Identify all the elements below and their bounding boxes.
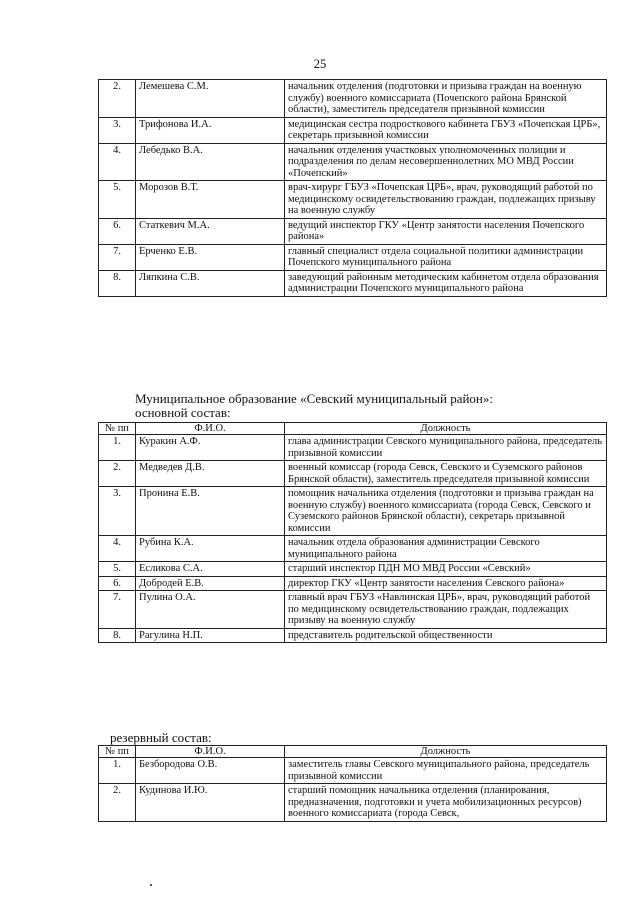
table-row (99, 576, 607, 591)
member-position: ведущий инспектор ГКУ «Центр занятости населения Почепского района» (285, 218, 607, 244)
member-name: Лебедько В.А. (136, 143, 285, 181)
table-row (99, 218, 607, 244)
page-number: 25 (313, 57, 327, 71)
member-position: военный комиссар (города Севск, Севского и Суземского районов Брянской области), заместитель председателя призывной комиссии (285, 461, 607, 487)
row-number: 3. (99, 487, 136, 536)
member-name: Безбородова О.В. (136, 758, 285, 784)
member-name: Ляпкина С.В. (136, 270, 285, 296)
row-number: 1. (99, 435, 136, 461)
row-number: 8. (99, 628, 136, 643)
member-position: глава администрации Севского муниципального района, председатель призывной комиссии (285, 435, 607, 461)
member-position: помощник начальника отделения (подготовки и призыва граждан на военную службу) военного комиссариата (города Севск, Севского и Суземского районов Брянской области), секретарь призывной комиссии (285, 487, 607, 536)
member-name: Лемешева С.М. (136, 80, 285, 118)
table-row (99, 181, 607, 219)
member-position: заместитель главы Севского муниципального района, председатель призывной комиссии (285, 758, 607, 784)
table-pochep-continued (98, 79, 607, 297)
member-position: представитель родительской общественности (285, 628, 607, 643)
table-row (99, 80, 607, 118)
row-number: 7. (99, 244, 136, 270)
header-position: Должность (285, 423, 607, 435)
row-number: 2. (99, 784, 136, 822)
section-heading-sevsk: Муниципальное образование «Севский муниципальный район»: (135, 391, 493, 406)
member-position: заведующий районным методическим кабинетом отдела образования администрации Почепского муниципального района (285, 270, 607, 296)
table-row (99, 562, 607, 577)
row-number: 4. (99, 143, 136, 181)
row-number: 6. (99, 576, 136, 591)
member-position: старший помощник начальника отделения (планирования, предназначения, подготовки и учета мобилизационных ресурсов) военного комиссариата (города Севск, (285, 784, 607, 822)
header-name: Ф.И.О. (136, 423, 285, 435)
member-name: Рагулина Н.П. (136, 628, 285, 643)
member-name: Есликова С.А. (136, 562, 285, 577)
member-position: главный специалист отдела социальной политики администрации Почепского муниципального района (285, 244, 607, 270)
header-num: № пп (99, 746, 136, 758)
member-name: Пулина О.А. (136, 591, 285, 629)
header-name: Ф.И.О. (136, 746, 285, 758)
member-name: Куракин А.Ф. (136, 435, 285, 461)
member-position: врач-хирург ГБУЗ «Почепская ЦРБ», врач, руководящий работой по медицинскому освидетельствованию граждан, подлежащих призыву на военную службу (285, 181, 607, 219)
member-position: старший инспектор ПДН МО МВД России «Севский» (285, 562, 607, 577)
header-num: № пп (99, 423, 136, 435)
table-row (99, 435, 607, 461)
member-position: медицинская сестра подросткового кабинета ГБУЗ «Почепская ЦРБ», секретарь призывной комиссии (285, 117, 607, 143)
row-number: 5. (99, 562, 136, 577)
member-position: директор ГКУ «Центр занятости населения Севского района» (285, 576, 607, 591)
row-number: 2. (99, 80, 136, 118)
table-row (99, 143, 607, 181)
scan-speck (150, 884, 152, 886)
row-number: 1. (99, 758, 136, 784)
row-number: 5. (99, 181, 136, 219)
member-name: Кудинова И.Ю. (136, 784, 285, 822)
member-name: Трифонова И.А. (136, 117, 285, 143)
row-number: 3. (99, 117, 136, 143)
row-number: 2. (99, 461, 136, 487)
member-name: Пронина Е.В. (136, 487, 285, 536)
row-number: 8. (99, 270, 136, 296)
member-position: начальник отделения (подготовки и призыва граждан на военную службу) военного комиссариата (Почепского района Брянской области), заместитель председателя призывной комиссии (285, 80, 607, 118)
table-header-row (99, 746, 607, 758)
table-row (99, 270, 607, 296)
member-position: главный врач ГБУЗ «Навлинская ЦРБ», врач, руководящий работой по медицинскому освидетельствованию граждан, подлежащих призыву на военную службу (285, 591, 607, 629)
table-row (99, 784, 607, 822)
member-position: начальник отдела образования администрации Севского муниципального района (285, 536, 607, 562)
table-row (99, 487, 607, 536)
table-row (99, 591, 607, 629)
section-subheading-reserve: резервный состав: (110, 730, 212, 745)
row-number: 7. (99, 591, 136, 629)
table-row (99, 461, 607, 487)
table-sevsk-main (98, 422, 607, 643)
row-number: 6. (99, 218, 136, 244)
row-number: 4. (99, 536, 136, 562)
table-row (99, 244, 607, 270)
table-row (99, 758, 607, 784)
member-name: Рубина К.А. (136, 536, 285, 562)
table-sevsk-reserve (98, 745, 607, 822)
member-name: Ерченко Е.В. (136, 244, 285, 270)
table-row (99, 117, 607, 143)
section-subheading-main: основной состав: (135, 405, 231, 420)
header-position: Должность (285, 746, 607, 758)
member-name: Морозов В.Т. (136, 181, 285, 219)
member-name: Статкевич М.А. (136, 218, 285, 244)
member-name: Медведев Д.В. (136, 461, 285, 487)
table-row (99, 536, 607, 562)
member-position: начальник отделения участковых уполномоченных полиции и подразделения по делам несовершеннолетних МО МВД России «Почепский» (285, 143, 607, 181)
table-row (99, 628, 607, 643)
table-header-row (99, 423, 607, 435)
member-name: Добродей Е.В. (136, 576, 285, 591)
